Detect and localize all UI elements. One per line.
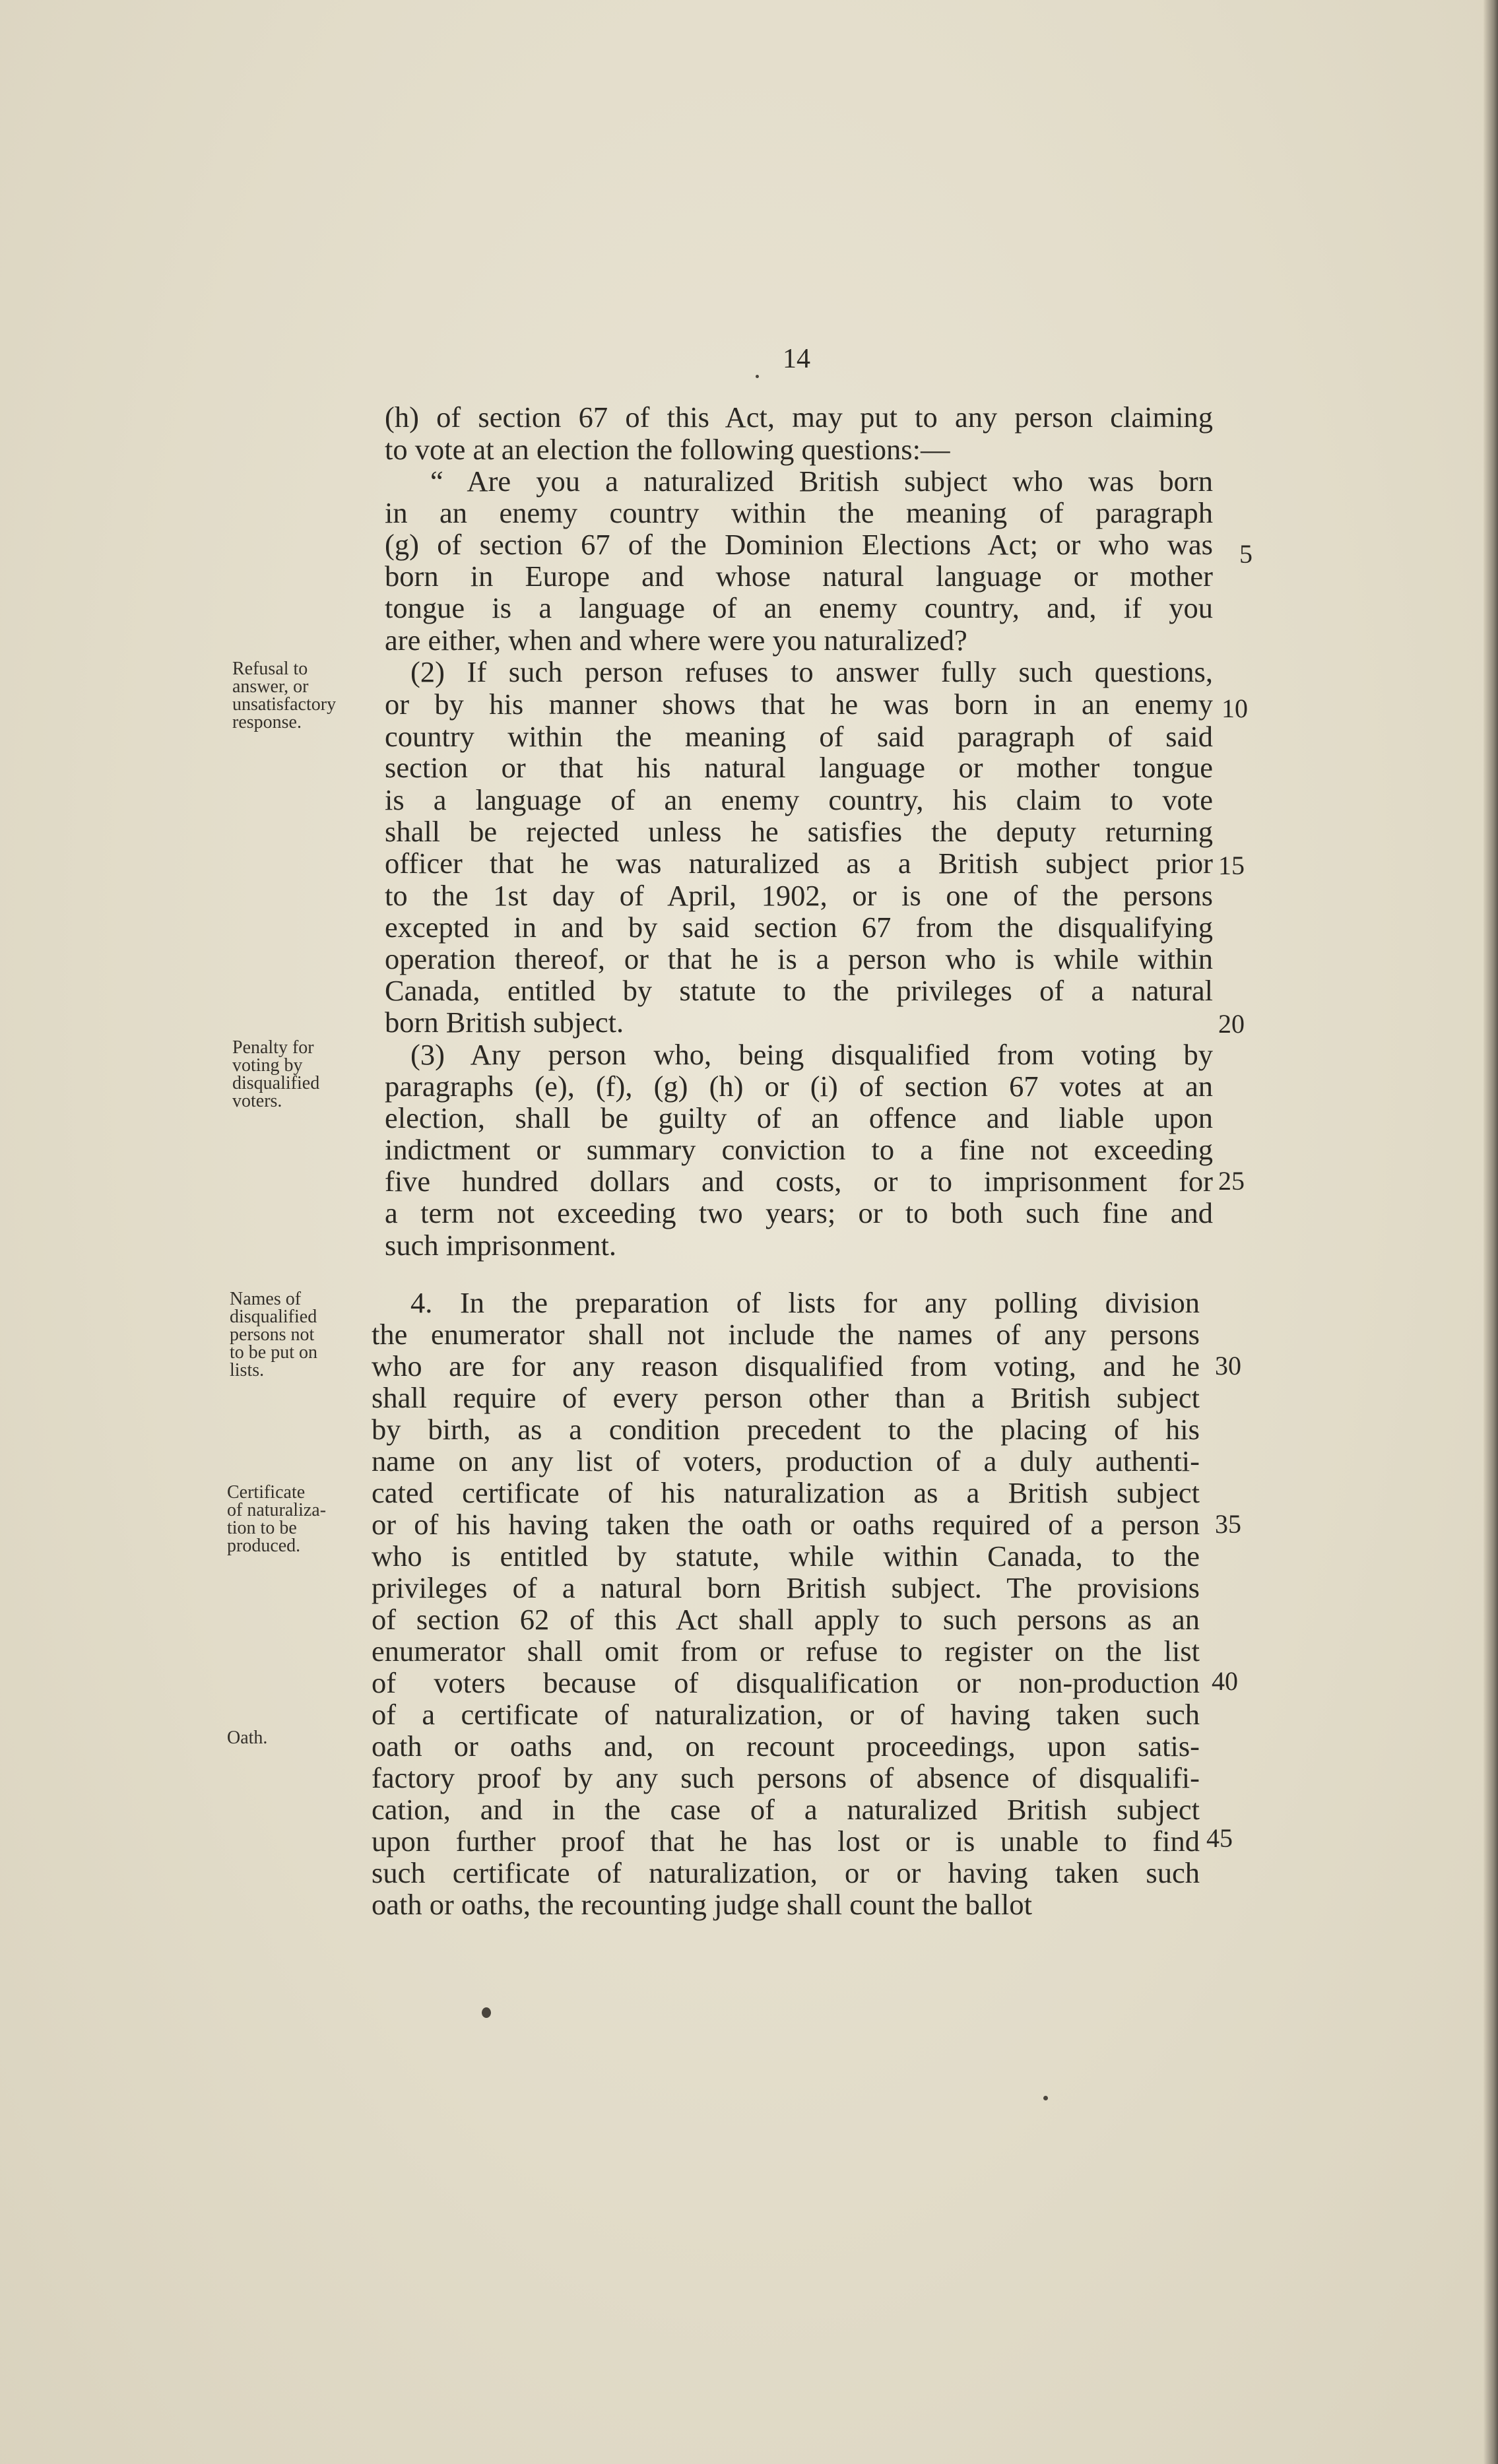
body-line: such certificate of naturalization, or or having taken such — [372, 1856, 1200, 1889]
body-line: such imprisonment. — [385, 1229, 617, 1262]
body-line: enumerator shall omit from or refuse to register on the list — [372, 1635, 1200, 1668]
body-line: born British subject. — [385, 1006, 624, 1039]
body-line: cated certificate of his naturalization as a British subject — [372, 1476, 1200, 1509]
body-line: (h) of section 67 of this Act, may put to any person claiming — [385, 401, 1213, 434]
body-line: election, shall be guilty of an offence and liable upon — [385, 1101, 1213, 1134]
body-line: excepted in and by said section 67 from the disqualifying — [385, 911, 1213, 944]
line-number: 15 — [1218, 851, 1245, 880]
body-line: Canada, entitled by statute to the privileges of a natural — [385, 974, 1213, 1007]
ink-speck — [756, 375, 759, 378]
body-line: paragraphs (e), (f), (g) (h) or (i) of section 67 votes at an — [385, 1070, 1213, 1103]
body-line: shall be rejected unless he satisfies the deputy returning — [385, 815, 1213, 848]
body-line: of section 62 of this Act shall apply to such persons as an — [372, 1603, 1200, 1636]
body-line: country within the meaning of said paragraph of said — [385, 720, 1213, 753]
book-spine-shadow — [1483, 0, 1498, 2464]
body-line: (2) If such person refuses to answer fully such questions, — [410, 655, 1213, 688]
body-line: oath or oaths, the recounting judge shall count the ballot — [372, 1888, 1033, 1921]
body-line: by birth, as a condition precedent to the placing of his — [372, 1413, 1200, 1446]
body-line: born in Europe and whose natural language or mother — [385, 560, 1213, 593]
body-line: (g) of section 67 of the Dominion Elections Act; or who was — [385, 528, 1213, 561]
body-line: who are for any reason disqualified from voting, and he — [372, 1349, 1200, 1382]
body-line: who is entitled by statute, while within Canada, to the — [372, 1540, 1200, 1572]
body-line: in an enemy country within the meaning of paragraph — [385, 496, 1213, 529]
body-line: upon further proof that he has lost or is unable to find — [372, 1825, 1200, 1858]
line-number: 40 — [1212, 1666, 1238, 1696]
body-line: the enumerator shall not include the names of any persons — [372, 1318, 1200, 1351]
body-line: or by his manner shows that he was born in an enemy — [385, 688, 1213, 721]
body-line: are either, when and where were you naturalized? — [385, 624, 967, 657]
body-line: operation thereof, or that he is a person who is while within — [385, 942, 1213, 975]
body-line: factory proof by any such persons of absence of disqualifi- — [372, 1761, 1200, 1794]
line-number: 20 — [1218, 1009, 1245, 1039]
body-line: name on any list of voters, production of a duly authenti- — [372, 1444, 1200, 1477]
body-line: five hundred dollars and costs, or to imprisonment for — [385, 1165, 1213, 1198]
margin-note-refusal: Refusal to answer, or unsatisfactory response. — [232, 659, 337, 732]
body-line: (3) Any person who, being disqualified from voting by — [410, 1038, 1213, 1071]
body-line: officer that he was naturalized as a British subject prior — [385, 847, 1213, 880]
ink-speck — [482, 2007, 491, 2018]
margin-note-oath: Oath. — [227, 1728, 268, 1748]
page-number: 14 — [783, 344, 810, 374]
margin-note-penalty: Penalty for voting by disqualified voters. — [232, 1037, 320, 1111]
body-line: 4. In the preparation of lists for any polling division — [410, 1286, 1200, 1319]
line-number: 35 — [1215, 1509, 1241, 1539]
body-line: indictment or summary conviction to a fine not exceeding — [385, 1133, 1213, 1166]
line-number: 25 — [1218, 1166, 1245, 1196]
body-line: shall require of every person other than a British subject — [372, 1381, 1200, 1414]
margin-note-certificate: Certificate of naturaliza- tion to be produced. — [227, 1482, 327, 1556]
line-number: 5 — [1239, 539, 1253, 569]
body-line: cation, and in the case of a naturalized British subject — [372, 1793, 1200, 1826]
body-line: privileges of a natural born British subject. The provisions — [372, 1571, 1200, 1604]
line-number: 45 — [1206, 1823, 1233, 1853]
body-line: or of his having taken the oath or oaths required of a person — [372, 1508, 1200, 1541]
body-line: tongue is a language of an enemy country, and, if you — [385, 591, 1213, 624]
body-line: “ Are you a naturalized British subject who was born — [430, 465, 1213, 498]
body-line: a term not exceeding two years; or to both such fine and — [385, 1196, 1213, 1229]
body-line: section or that his natural language or mother tongue — [385, 751, 1213, 784]
ink-speck — [1043, 2096, 1048, 2100]
line-number: 10 — [1221, 694, 1248, 723]
body-line: to the 1st day of April, 1902, or is one of the persons — [385, 879, 1213, 912]
line-number: 30 — [1215, 1351, 1241, 1380]
margin-note-names-disqualified: Names of disqualified persons not to be put on lists. — [230, 1289, 317, 1380]
body-line: is a language of an enemy country, his claim to vote — [385, 783, 1213, 816]
body-line: to vote at an election the following questions:— — [385, 433, 950, 466]
body-line: of a certificate of naturalization, or of having taken such — [372, 1698, 1200, 1731]
body-line: of voters because of disqualification or non-production — [372, 1666, 1200, 1699]
body-line: oath or oaths and, on recount proceedings, upon satis- — [372, 1730, 1200, 1763]
